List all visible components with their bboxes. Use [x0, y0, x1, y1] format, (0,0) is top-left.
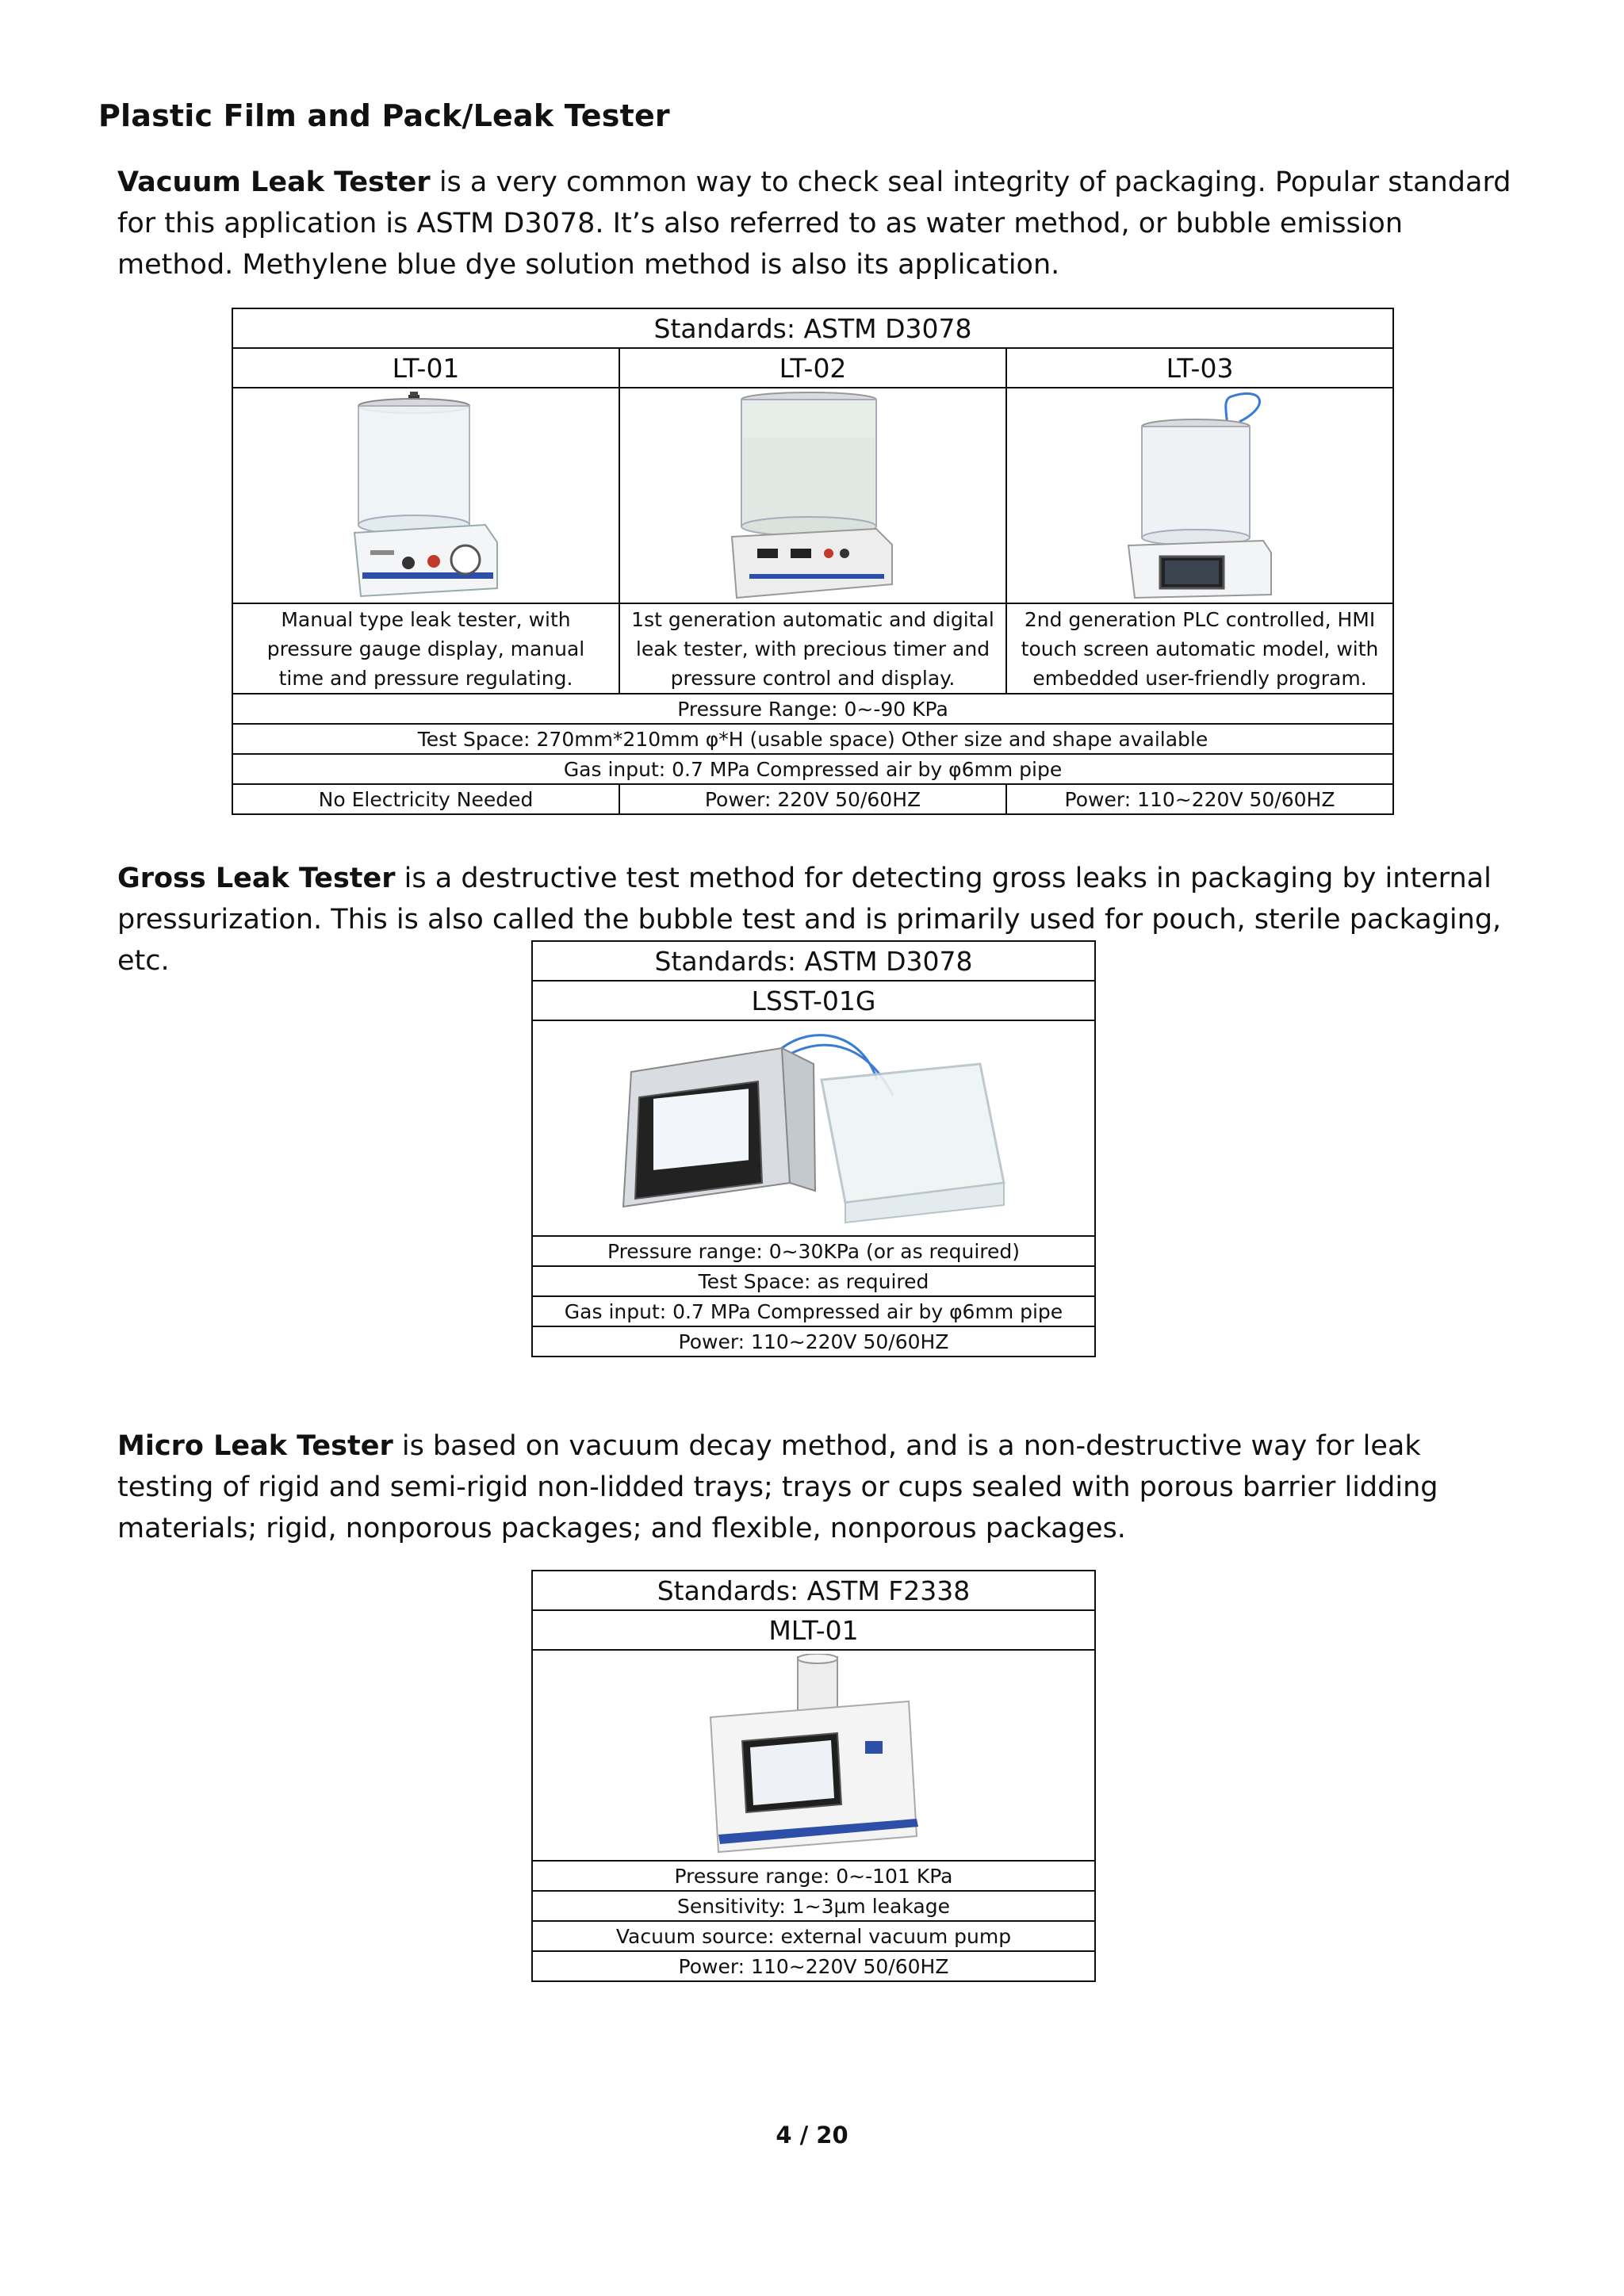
vacuum-description: is a very common way to check seal integrity of packaging. Popular standard for this application is ASTM D3078. It’s also referred to as water method, or bubble emission method. Methylene blue dye solution method is also its application.	[117, 166, 1511, 281]
gross-standard: Standards: ASTM D3078	[532, 941, 1095, 981]
model-mlt-01: MLT-01	[532, 1610, 1095, 1650]
lsst-01g-image-cell	[532, 1020, 1095, 1236]
vacuum-standard: Standards: ASTM D3078	[232, 308, 1393, 348]
vacuum-term: Vacuum Leak Tester	[117, 166, 431, 198]
lt-02-description: 1st generation automatic and digital leak tester, with precious timer and pressure control and display.	[619, 603, 1006, 694]
gross-description: is a destructive test method for detecting gross leaks in packaging by internal pressurization. This is also called the bubble test and is primarily used for pouch, sterile packaging, etc.	[117, 863, 1502, 977]
micro-standard: Standards: ASTM F2338	[532, 1571, 1095, 1610]
vacuum-spec-table	[232, 308, 1394, 815]
lt-02-product-image	[726, 390, 900, 601]
lt-03-product-image	[1120, 390, 1279, 601]
gross-pressure-range: Pressure range: 0~30KPa (or as required)	[532, 1236, 1095, 1266]
model-lt-02: LT-02	[619, 348, 1006, 388]
micro-sensitivity: Sensitivity: 1~3μm leakage	[532, 1891, 1095, 1921]
gross-term: Gross Leak Tester	[117, 863, 396, 894]
gross-power: Power: 110~220V 50/60HZ	[532, 1326, 1095, 1357]
micro-vacuum-source: Vacuum source: external vacuum pump	[532, 1921, 1095, 1951]
micro-term: Micro Leak Tester	[117, 1430, 393, 1462]
micro-spec-table	[531, 1570, 1096, 1982]
micro-paragraph	[117, 1425, 1513, 1549]
lt-03-image-cell	[1006, 388, 1393, 603]
vacuum-pressure-range: Pressure Range: 0~-90 KPa	[232, 694, 1393, 724]
lt-01-product-image	[347, 392, 505, 599]
micro-pressure-range: Pressure range: 0~-101 KPa	[532, 1861, 1095, 1891]
lt-03-description: 2nd generation PLC controlled, HMI touch screen automatic model, with embedded user-friendly program.	[1006, 603, 1393, 694]
vacuum-test-space: Test Space: 270mm*210mm φ*H (usable space) Other size and shape available	[232, 724, 1393, 754]
lt-01-power: No Electricity Needed	[232, 784, 619, 814]
vacuum-gas-input: Gas input: 0.7 MPa Compressed air by φ6mm pipe	[232, 754, 1393, 784]
section-heading: Plastic Film and Pack/Leak Tester	[98, 98, 670, 133]
micro-power: Power: 110~220V 50/60HZ	[532, 1951, 1095, 1981]
vacuum-paragraph	[117, 162, 1513, 285]
gross-test-space: Test Space: as required	[532, 1266, 1095, 1296]
lt-02-image-cell	[619, 388, 1006, 603]
lt-03-power: Power: 110~220V 50/60HZ	[1006, 784, 1393, 814]
mlt-01-product-image	[695, 1654, 933, 1857]
model-lsst-01g: LSST-01G	[532, 981, 1095, 1020]
model-lt-03: LT-03	[1006, 348, 1393, 388]
lt-02-power: Power: 220V 50/60HZ	[619, 784, 1006, 814]
page-number: 4 / 20	[776, 2122, 848, 2149]
lt-01-description: Manual type leak tester, with pressure gauge display, manual time and pressure regulating.	[232, 603, 619, 694]
gross-spec-table	[531, 940, 1096, 1357]
gross-gas-input: Gas input: 0.7 MPa Compressed air by φ6mm pipe	[532, 1296, 1095, 1326]
mlt-01-image-cell	[532, 1650, 1095, 1861]
lt-01-image-cell	[232, 388, 619, 603]
model-lt-01: LT-01	[232, 348, 619, 388]
micro-description: is based on vacuum decay method, and is a non-destructive way for leak testing of rigid and semi-rigid non-lidded trays; trays or cups sealed with porous barrier lidding materials; rigid, nonporous packages; and flexible, nonporous packages.	[117, 1430, 1438, 1544]
lsst-01g-product-image	[607, 1024, 1020, 1232]
